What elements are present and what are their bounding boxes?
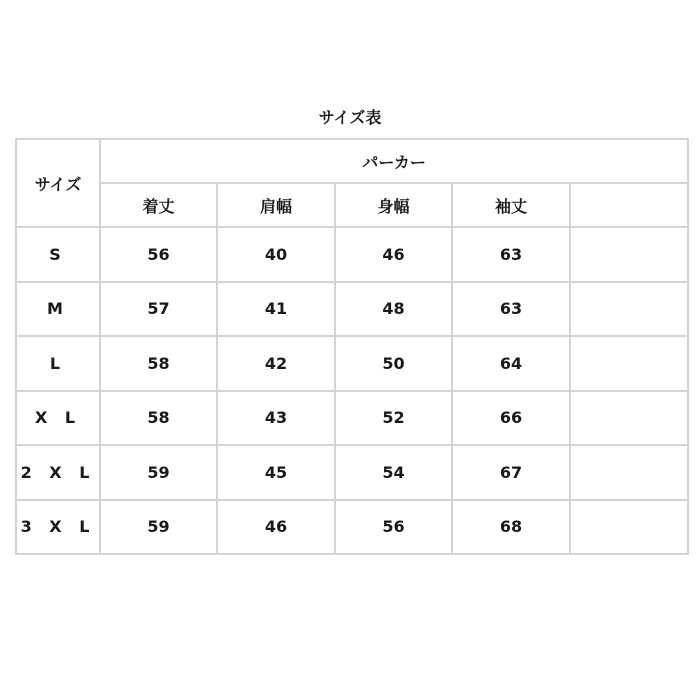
table-cell: 54 xyxy=(335,445,452,500)
table-row xyxy=(16,282,688,337)
table-cell xyxy=(570,445,688,500)
table-cell: 56 xyxy=(100,227,217,282)
column-header-chest: 身幅 xyxy=(335,183,452,227)
table-cell: 45 xyxy=(217,445,335,500)
table-cell: 41 xyxy=(217,282,335,337)
page-title: サイズ表 xyxy=(318,108,382,127)
table-row xyxy=(16,336,688,391)
table-cell xyxy=(570,500,688,555)
table-cell: 52 xyxy=(335,391,452,446)
size-label: 3 X L xyxy=(16,500,100,555)
size-table xyxy=(15,138,689,555)
table-row xyxy=(16,391,688,446)
row-header-label: サイズ xyxy=(16,139,100,227)
table-cell xyxy=(570,336,688,391)
table-cell: 63 xyxy=(452,282,570,337)
table-cell: 59 xyxy=(100,500,217,555)
table-cell: 64 xyxy=(452,336,570,391)
table-cell xyxy=(570,391,688,446)
size-label: X L xyxy=(16,391,100,446)
table-cell: 67 xyxy=(452,445,570,500)
table-row xyxy=(16,445,688,500)
column-header-length: 着丈 xyxy=(100,183,217,227)
table-cell: 63 xyxy=(452,227,570,282)
column-header-shoulder: 肩幅 xyxy=(217,183,335,227)
group-header-label: パーカー xyxy=(100,139,688,183)
table-cell: 48 xyxy=(335,282,452,337)
table-cell: 43 xyxy=(217,391,335,446)
table-cell: 40 xyxy=(217,227,335,282)
size-label: L xyxy=(16,336,100,391)
table-row xyxy=(16,500,688,555)
size-label: M xyxy=(16,282,100,337)
column-header-empty xyxy=(570,183,688,227)
size-label: S xyxy=(16,227,100,282)
table-cell: 68 xyxy=(452,500,570,555)
table-cell: 46 xyxy=(217,500,335,555)
table-cell: 66 xyxy=(452,391,570,446)
table-cell: 58 xyxy=(100,391,217,446)
table-cell xyxy=(570,282,688,337)
table-row xyxy=(16,227,688,282)
table-cell: 58 xyxy=(100,336,217,391)
table-cell: 59 xyxy=(100,445,217,500)
table-cell: 42 xyxy=(217,336,335,391)
column-header-sleeve: 袖丈 xyxy=(452,183,570,227)
table-cell: 46 xyxy=(335,227,452,282)
table-cell xyxy=(570,227,688,282)
table-cell: 57 xyxy=(100,282,217,337)
table-group-header-row xyxy=(16,139,688,183)
table-column-header-row xyxy=(16,183,688,227)
table-cell: 56 xyxy=(335,500,452,555)
table-cell: 50 xyxy=(335,336,452,391)
size-label: 2 X L xyxy=(16,445,100,500)
